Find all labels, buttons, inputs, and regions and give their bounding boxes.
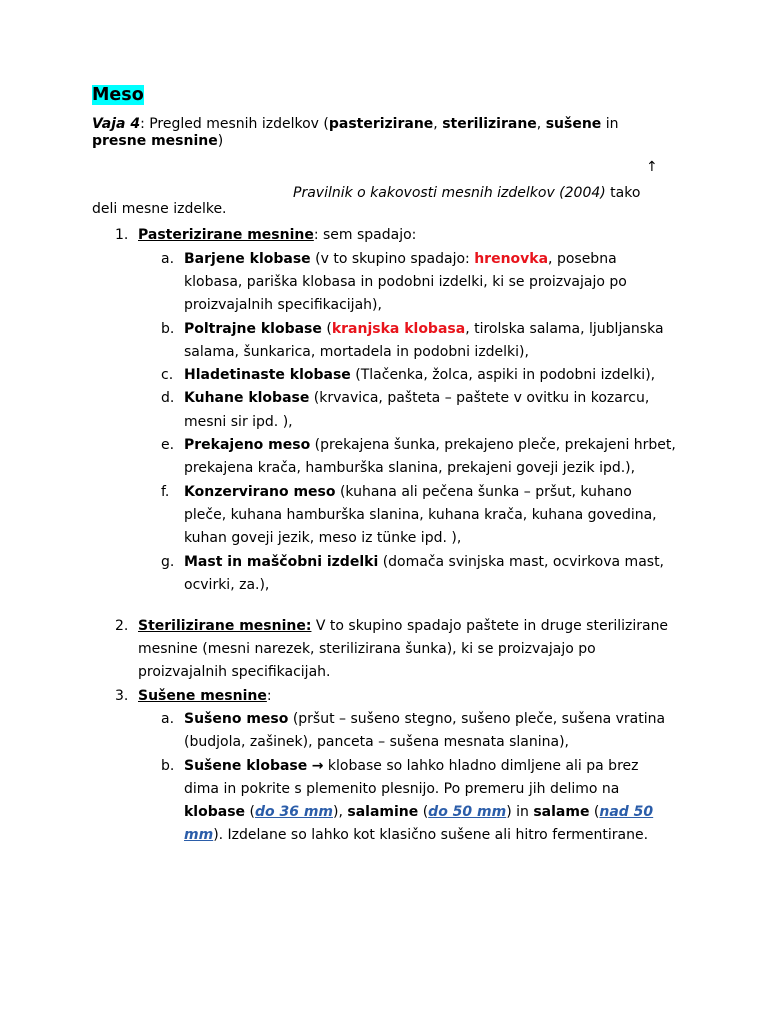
list-item-content (138, 615, 676, 685)
subitem-letter: c. (161, 367, 174, 384)
paren-open: ( (245, 804, 255, 821)
section-heading-rest: V to skupino spadajo paštete in druge sterilizirane mesnine (mesni narezek, sterilizirana šunka), ki se proizvajajo po proizvajalnih specifikacijah. (138, 617, 669, 681)
sublist-susene (138, 708, 676, 848)
subitem-desc: (prekajena šunka, prekajeno pleče, prekajeni hrbet, prekajena krača, hamburška slanina, prekajeni goveji jezik ipd.), (184, 437, 676, 477)
subitem-letter: b. (161, 320, 175, 337)
size-link-salamine[interactable]: do 50 mm (428, 804, 507, 821)
section-heading: Pasterizirane mesnine (138, 227, 314, 244)
page-title-text: Meso (92, 85, 144, 105)
subitem-letter: f. (161, 483, 170, 500)
subitem-letter: e. (161, 437, 175, 454)
size-class-label: salame (533, 804, 590, 821)
size-link-salame[interactable]: nad 50 mm (184, 804, 654, 844)
subitem-konzervirano-meso (138, 481, 676, 551)
subitem-hladetinaste-klobase (138, 364, 676, 387)
list-item-content (138, 685, 676, 848)
list-item-sterilizirane (92, 615, 676, 685)
subitem-susene-klobase (138, 755, 676, 848)
subitem-desc: (kuhana ali pečena šunka – pršut, kuhano pleče, kuhana hamburška slanina, kuhana krača, kuhana govedina, kuhan goveji jezik, meso iz tünke ipd. ), (184, 483, 657, 547)
document-body (92, 0, 676, 848)
regulation-text-cont: deli mesne izdelke. (92, 201, 227, 218)
meat-product-list (92, 224, 676, 847)
section-heading-line (138, 685, 676, 708)
subitem-letter: d. (161, 390, 175, 407)
subitem-letter: a. (161, 250, 175, 267)
arrow-row (92, 159, 676, 176)
subitem-text (184, 551, 676, 598)
intro-separator: , (536, 115, 546, 132)
section-heading: Sušene mesnine (138, 687, 267, 704)
regulation-paragraph (92, 185, 676, 218)
list-number: 2. (115, 617, 129, 634)
subitem-text (184, 248, 676, 318)
subitem-letter: g. (161, 553, 175, 570)
subitem-highlight: kranjska klobasa (331, 320, 466, 337)
subitem-text (184, 387, 676, 434)
section-heading-rest: : sem spadajo: (313, 227, 417, 244)
subitem-text (184, 481, 676, 551)
size-class-label: klobase (184, 804, 246, 821)
subitem-term: Sušeno meso (184, 710, 289, 727)
intro-separator: , (433, 115, 443, 132)
subitem-suseno-meso (138, 708, 676, 755)
subitem-desc: (pršut – sušeno stegno, sušeno pleče, sušena vratina (budjola, zašinek), panceta – sušena mesnata slanina), (184, 710, 666, 751)
subitem-term: Kuhane klobase (184, 390, 310, 407)
size-link-klobase[interactable]: do 36 mm (254, 804, 333, 821)
subitem-text (184, 755, 676, 848)
intro-close: ) (217, 132, 224, 149)
subitem-desc: ( (321, 320, 332, 337)
subitem-term: Prekajeno meso (184, 437, 311, 454)
subitem-term: Sušene klobase (184, 757, 308, 774)
subitem-desc: , posebna klobasa, pariška klobasa in podobni izdelki, ki se proizvajajo po proizvajalnih specifikacijah), (184, 250, 627, 314)
subitem-desc: (Tlačenka, žolca, aspiki in podobni izdelki), (350, 367, 656, 384)
subitem-kuhane-klobase (138, 387, 676, 434)
regulation-text: tako (605, 184, 641, 201)
intro-type-pasterizirane: pasterizirane (328, 115, 434, 132)
section-heading-rest: : (266, 687, 272, 704)
subitem-prekajeno-meso (138, 434, 676, 481)
subitem-term: Hladetinaste klobase (184, 367, 351, 384)
subitem-term: Poltrajne klobase (184, 320, 322, 337)
subitem-desc: , tirolska salama, ljubljanska salama, šunkarica, mortadela in podobni izdelki), (184, 320, 664, 360)
subitem-highlight: hrenovka (474, 250, 549, 267)
subitem-poltrajne-klobase (138, 318, 676, 365)
intro-type-sterilizirane: sterilizirane (442, 115, 537, 132)
intro-type-susene: sušene (545, 115, 602, 132)
sublist-pasterizirane (138, 248, 676, 597)
list-item-content (138, 224, 676, 597)
subitem-term: Barjene klobase (184, 250, 311, 267)
subitem-desc: klobase so lahko hladno dimljene ali pa brez dima in pokrite s plemenito plesnijo. Po premeru jih delimo na (184, 757, 639, 797)
subitem-desc: (v to skupino spadajo: (310, 250, 475, 267)
intro-separator: in (601, 115, 619, 132)
subitem-text (184, 708, 676, 755)
paren-open: ( (418, 804, 429, 821)
intro-text: : Pregled mesnih izdelkov ( (140, 115, 329, 132)
paren-close: ) in (506, 804, 534, 821)
subitem-letter: b. (161, 757, 175, 774)
list-item-pasterizirane (92, 224, 676, 597)
subitem-letter: a. (161, 710, 175, 727)
exercise-label: Vaja 4 (92, 115, 141, 132)
subitem-mast (138, 551, 676, 598)
section-heading: Sterilizirane mesnine: (138, 617, 312, 634)
list-number: 3. (115, 687, 129, 704)
exercise-intro (92, 116, 676, 150)
list-item-susene (92, 685, 676, 848)
subitem-desc: ). Izdelane so lahko kot klasično sušene ali hitro fermentirane. (213, 827, 649, 844)
right-arrow-icon: → (311, 757, 324, 774)
page-title (92, 85, 676, 105)
subitem-term: Konzervirano meso (184, 483, 336, 500)
subitem-desc: (krvavica, pašteta – paštete v ovitku in kozarcu, mesni sir ipd. ), (184, 390, 650, 430)
up-arrow-icon: ↑ (646, 158, 658, 175)
subitem-term: Mast in maščobni izdelki (184, 553, 379, 570)
subitem-barjene-klobase (138, 248, 676, 318)
subitem-text (184, 434, 676, 481)
size-class-label: salamine (347, 804, 419, 821)
regulation-title: Pravilnik o kakovosti mesnih izdelkov (2004) (293, 184, 606, 201)
paren-open: ( (589, 804, 600, 821)
list-number: 1. (115, 227, 129, 244)
section-heading-line (138, 224, 676, 247)
subitem-desc: (domača svinjska mast, ocvirkova mast, ocvirki, za.), (184, 553, 665, 593)
subitem-text (184, 364, 676, 387)
subitem-text (184, 318, 676, 365)
intro-type-presne: presne mesnine (92, 132, 218, 149)
paren-close: ), (333, 804, 348, 821)
